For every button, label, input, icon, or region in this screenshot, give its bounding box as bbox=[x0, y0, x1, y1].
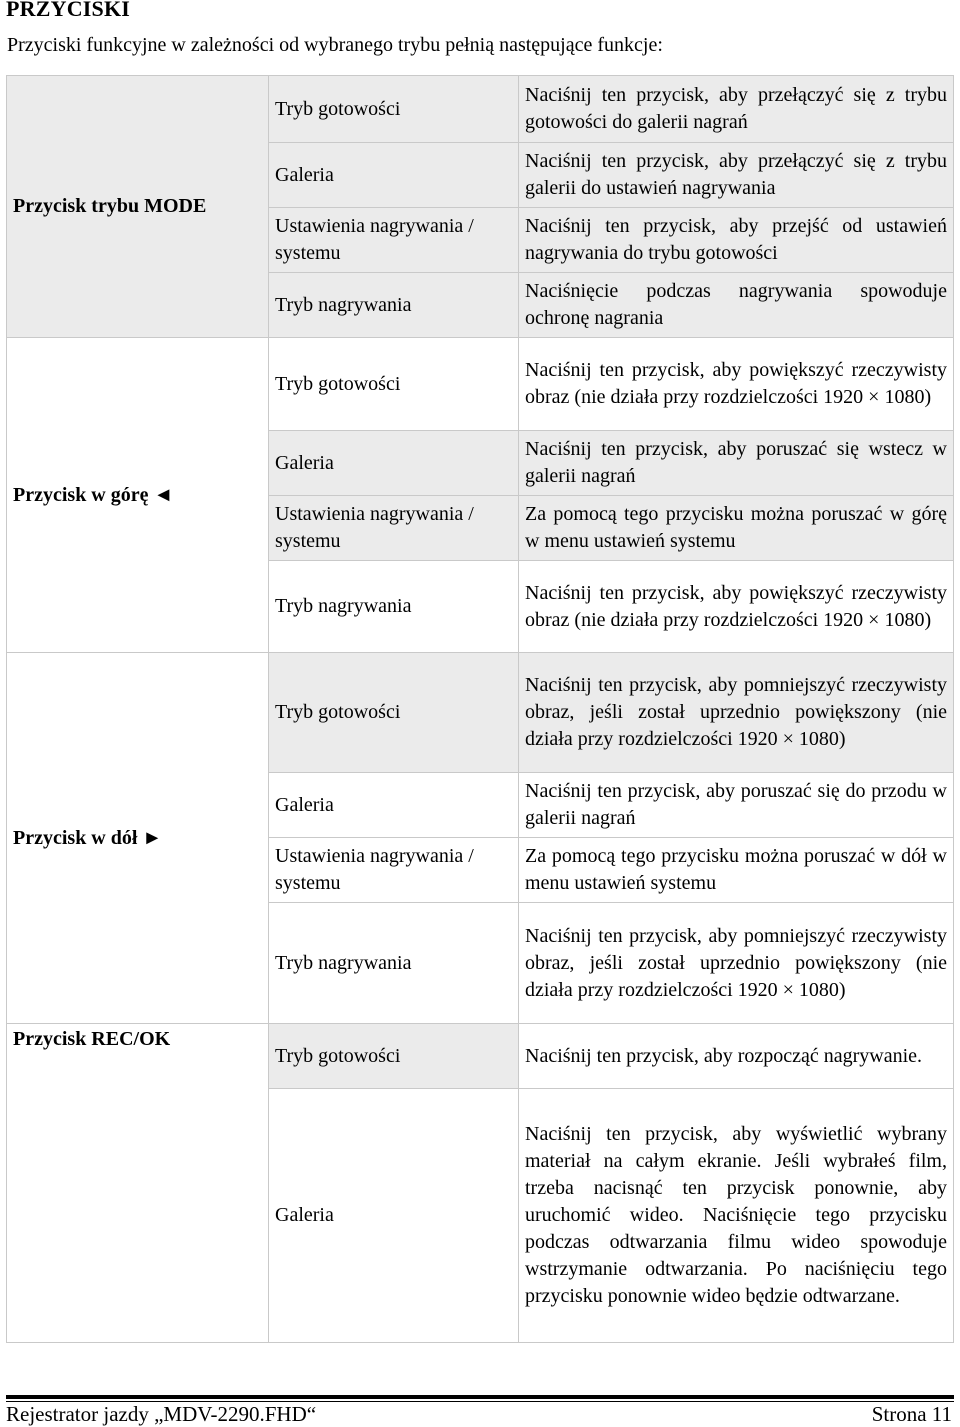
table-row bbox=[7, 653, 954, 773]
description-cell: Naciśnij ten przycisk, aby przełączyć się z trybu galerii do ustawień nagrywania bbox=[519, 143, 954, 208]
button-name-cell: Przycisk trybu MODE bbox=[7, 76, 269, 338]
description-cell: Naciśnij ten przycisk, aby poruszać się wstecz w galerii nagrań bbox=[519, 431, 954, 496]
mode-cell: Tryb nagrywania bbox=[269, 273, 519, 338]
table-row bbox=[7, 1024, 954, 1089]
footer-document-title: Rejestrator jazdy „MDV-2290.FHD“ bbox=[6, 1402, 317, 1426]
description-cell: Naciśnij ten przycisk, aby powiększyć rzeczywisty obraz (nie działa przy rozdzielczości 1920 × 1080) bbox=[519, 338, 954, 431]
mode-cell: Galeria bbox=[269, 1089, 519, 1343]
mode-cell: Ustawienia nagrywania / systemu bbox=[269, 496, 519, 561]
footer-rule bbox=[6, 1395, 954, 1402]
button-name-cell: Przycisk w górę ◄ bbox=[7, 338, 269, 653]
intro-text: Przyciski funkcyjne w zależności od wybranego trybu pełnią następujące funkcje: bbox=[7, 34, 663, 56]
description-cell: Za pomocą tego przycisku można poruszać w dół w menu ustawień systemu bbox=[519, 838, 954, 903]
mode-cell: Galeria bbox=[269, 773, 519, 838]
description-cell: Naciśnij ten przycisk, aby przełączyć się z trybu gotowości do galerii nagrań bbox=[519, 76, 954, 143]
mode-cell: Tryb gotowości bbox=[269, 338, 519, 431]
mode-cell: Tryb nagrywania bbox=[269, 903, 519, 1024]
mode-cell: Tryb gotowości bbox=[269, 1024, 519, 1089]
mode-cell: Tryb gotowości bbox=[269, 76, 519, 143]
button-name-cell: Przycisk REC/OK bbox=[7, 1024, 269, 1343]
description-cell: Naciśnij ten przycisk, aby przejść od ustawień nagrywania do trybu gotowości bbox=[519, 208, 954, 273]
mode-cell: Ustawienia nagrywania / systemu bbox=[269, 838, 519, 903]
description-cell: Naciśnij ten przycisk, aby pomniejszyć rzeczywisty obraz, jeśli został uprzednio powiększony (nie działa przy rozdzielczości 1920 × 1080) bbox=[519, 653, 954, 773]
button-name-cell: Przycisk w dół ► bbox=[7, 653, 269, 1024]
table-row bbox=[7, 76, 954, 143]
description-cell: Za pomocą tego przycisku można poruszać w górę w menu ustawień systemu bbox=[519, 496, 954, 561]
page-title: PRZYCISKI bbox=[6, 0, 131, 21]
description-cell: Naciśnij ten przycisk, aby powiększyć rzeczywisty obraz (nie działa przy rozdzielczości 1920 × 1080) bbox=[519, 561, 954, 653]
description-cell: Naciśnij ten przycisk, aby pomniejszyć rzeczywisty obraz, jeśli został uprzednio powiększony (nie działa przy rozdzielczości 1920 × 1080) bbox=[519, 903, 954, 1024]
function-table bbox=[6, 75, 954, 1343]
mode-cell: Tryb nagrywania bbox=[269, 561, 519, 653]
mode-cell: Tryb gotowości bbox=[269, 653, 519, 773]
mode-cell: Galeria bbox=[269, 431, 519, 496]
table-row bbox=[7, 338, 954, 431]
mode-cell: Ustawienia nagrywania / systemu bbox=[269, 208, 519, 273]
mode-cell: Galeria bbox=[269, 143, 519, 208]
footer-page-number: Strona 11 bbox=[871, 1402, 952, 1426]
description-cell: Naciśnij ten przycisk, aby wyświetlić wybrany materiał na całym ekranie. Jeśli wybrałeś film, trzeba nacisnąć ten przycisk ponownie, aby uruchomić wideo. Naciśnięcie tego przycisku podczas odtwarzania filmu wideo spowoduje wstrzymanie odtwarzania. Po naciśnięciu tego przycisku ponownie wideo będzie odtwarzane. bbox=[519, 1089, 954, 1343]
description-cell: Naciśnij ten przycisk, aby poruszać się do przodu w galerii nagrań bbox=[519, 773, 954, 838]
description-cell: Naciśnięcie podczas nagrywania spowoduje ochronę nagrania bbox=[519, 273, 954, 338]
description-cell: Naciśnij ten przycisk, aby rozpocząć nagrywanie. bbox=[519, 1024, 954, 1089]
